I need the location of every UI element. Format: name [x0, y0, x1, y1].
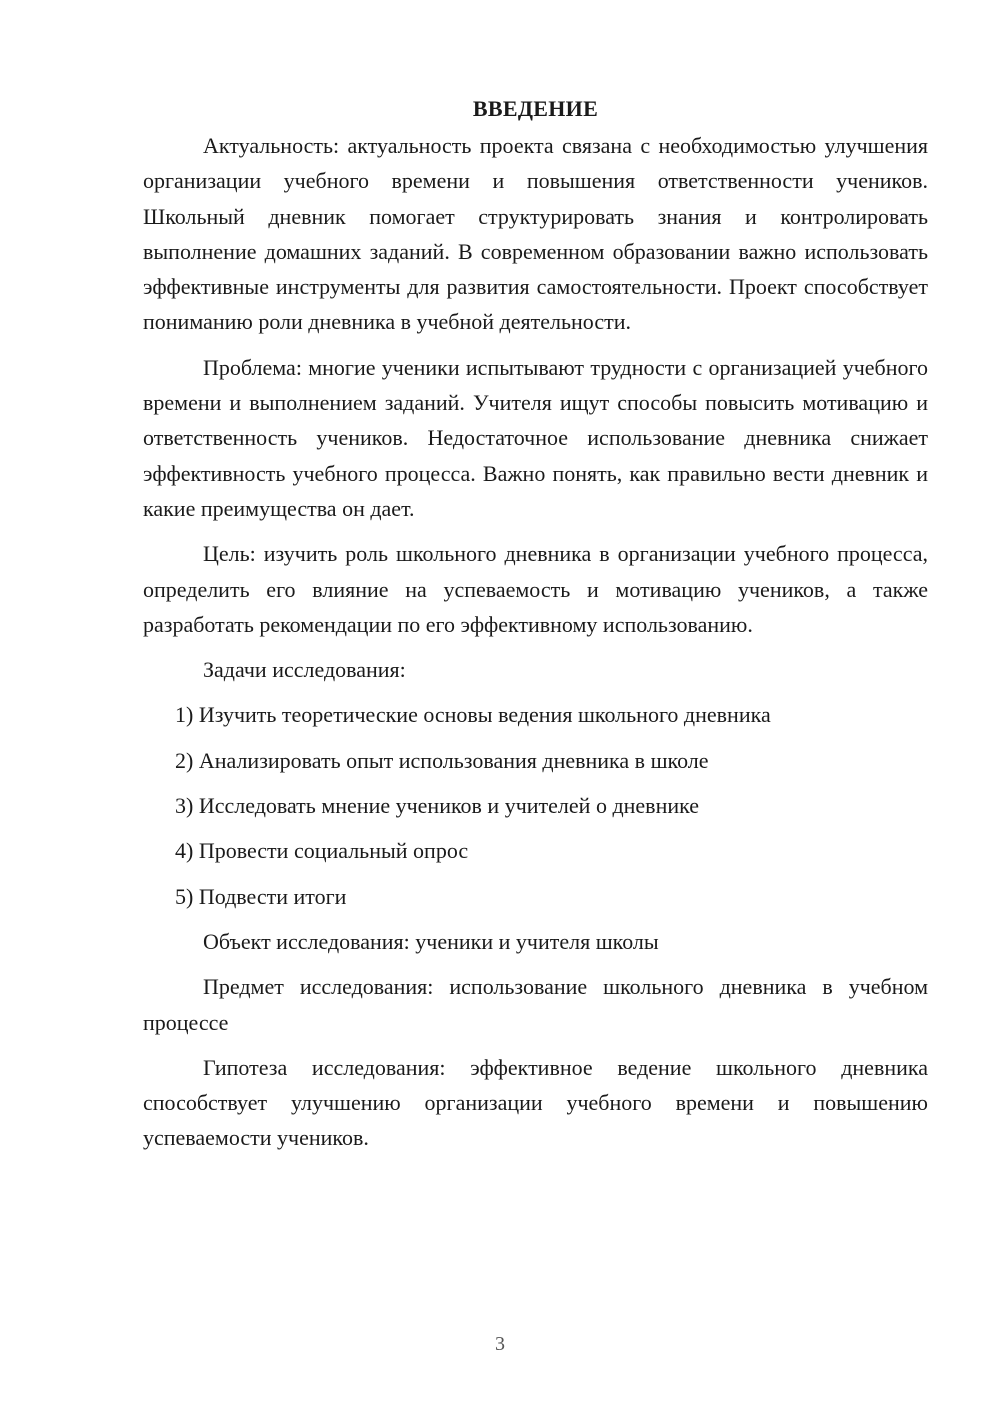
problem-paragraph: Проблема: многие ученики испытывают трудности с организацией учебного времени и выполнением заданий. Учителя ищут способы повысить мотивацию и ответственность учеников. Недостаточное использование дневника снижает эффективность учебного процесса. Важно понять, как правильно вести дневник и какие преимущества он дает.	[143, 354, 928, 521]
page-title: ВВЕДЕНИЕ	[472, 96, 599, 121]
tasks-heading: Задачи исследования:	[203, 657, 406, 683]
task-item: 5) Подвести итоги	[175, 883, 347, 909]
task-item: 2) Анализировать опыт использования дневника в школе	[175, 747, 709, 773]
subject-paragraph: Предмет исследования: использование школьного дневника в учебном процессе	[143, 974, 928, 1035]
hypothesis-paragraph: Гипотеза исследования: эффективное ведение школьного дневника способствует улучшению организации учебного времени и повышению успеваемости учеников.	[143, 1054, 928, 1151]
task-item: 3) Исследовать мнение учеников и учителей о дневнике	[175, 793, 700, 819]
task-item: 1) Изучить теоретические основы ведения школьного дневника	[175, 702, 771, 728]
object-paragraph: Объект исследования: ученики и учителя школы	[203, 928, 659, 954]
document-page	[143, 92, 928, 1166]
goal-paragraph: Цель: изучить роль школьного дневника в организации учебного процесса, определить его влияние на успеваемость и мотивацию учеников, а также разработать рекомендации по его эффективному использованию.	[143, 541, 928, 637]
page-number: 3	[495, 1333, 505, 1355]
task-item: 4) Провести социальный опрос	[175, 838, 469, 864]
tasks-list	[143, 697, 928, 913]
relevance-paragraph: Актуальность: актуальность проекта связана с необходимостью улучшения организации учебного времени и повышения ответственности учеников. Школьный дневник помогает структурировать знания и контролировать выполнение домашних заданий. В современном образовании важно использовать эффективные инструменты для развития самостоятельности. Проект способствует пониманию роли дневника в учебной деятельности.	[143, 133, 928, 335]
